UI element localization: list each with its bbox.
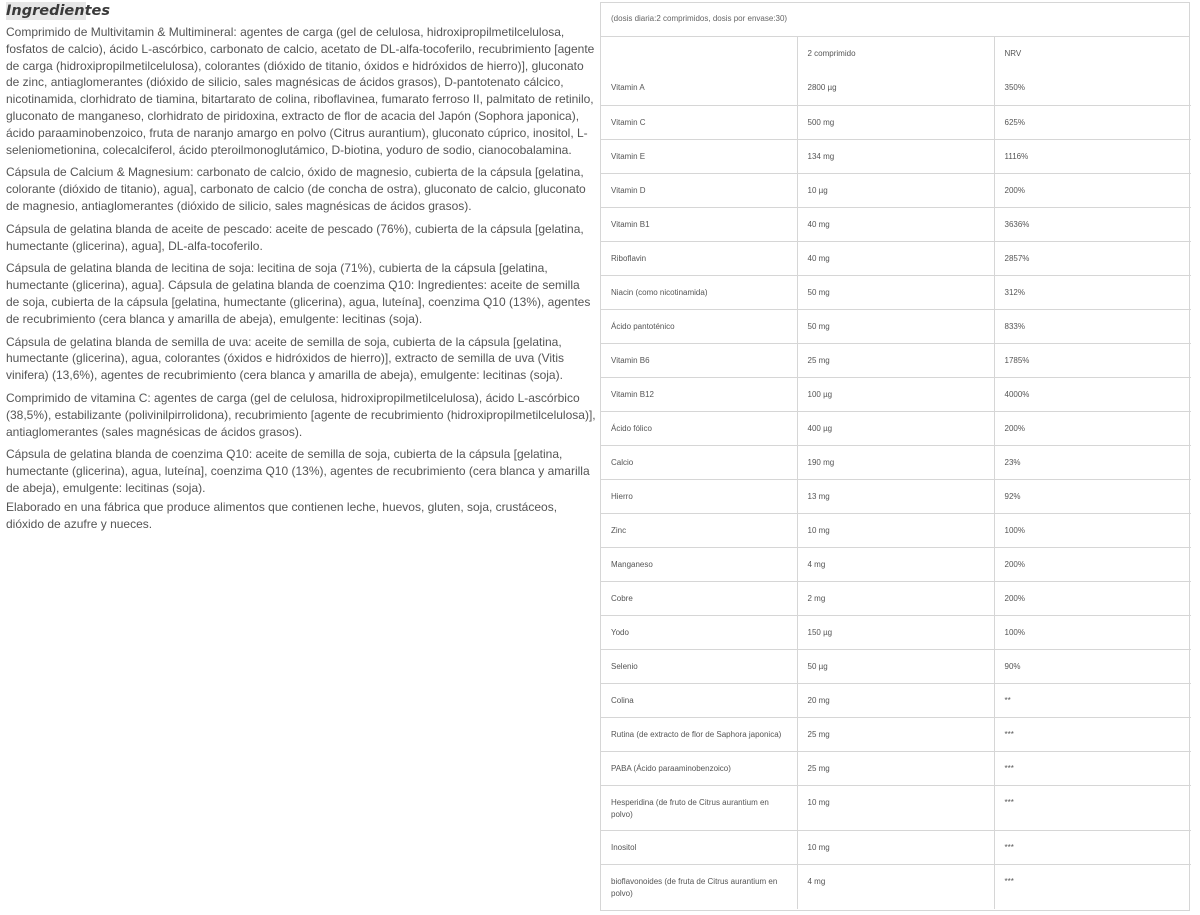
nutrient-amount-cell: 2 mg: [797, 581, 994, 615]
nutrient-name-cell: Ácido fólico: [601, 411, 797, 445]
ingredient-paragraph: Cápsula de Calcium & Magnesium: carbonato de calcio, óxido de magnesio, cubierta de la cápsula [gelatina, colorante (dióxido de titanio), agua], carbonato de calcio (de concha de ostra), gluconato de calcio, gluconato de magnesio, antiaglomerantes (dióxido de silicio, sales magnésicas de ácidos grasos).: [6, 165, 586, 213]
ingredients-section: [6, 0, 596, 538]
table-header-row: [601, 37, 1191, 71]
table-row: [601, 581, 1191, 615]
nutrient-amount-cell: 500 mg: [797, 105, 994, 139]
nutrient-name-cell: Vitamin A: [601, 71, 797, 105]
nutrient-nrv-cell: 200%: [994, 173, 1191, 207]
ingredient-paragraph: Cápsula de gelatina blanda de coenzima Q10: aceite de semilla de soja, cubierta de la cápsula [gelatina, humectante (glicerina), agua, luteína], coenzima Q10 (13%), agentes de recubrimiento (cera blanca y amarilla de abeja), emulgente: lecitinas (soja).: [6, 447, 590, 495]
nutrient-amount-cell: 50 mg: [797, 309, 994, 343]
nutrient-nrv-cell: 1785%: [994, 343, 1191, 377]
table-row: [601, 411, 1191, 445]
table-row: [601, 830, 1191, 864]
table-row: [601, 275, 1191, 309]
table-row: [601, 343, 1191, 377]
nutrient-name-cell: Hierro: [601, 479, 797, 513]
nutrient-name-cell: Vitamin E: [601, 139, 797, 173]
nutrient-nrv-cell: 200%: [994, 411, 1191, 445]
nutrient-name-cell: Hesperidina (de fruto de Citrus aurantium en polvo): [601, 785, 797, 830]
nutrient-nrv-cell: 200%: [994, 547, 1191, 581]
table-row: [601, 547, 1191, 581]
table-row: [601, 785, 1191, 830]
header-amount-cell: 2 comprimido: [797, 37, 994, 71]
ingredient-paragraph: Cápsula de gelatina blanda de lecitina de soja: lecitina de soja (71%), cubierta de la cápsula [gelatina, humectante (glicerina), agua]. Cápsula de gelatina blanda de coenzima Q10: Ingredientes: aceite de semilla de soja, cubierta de la cápsula [gelatina, humectante (glicerina), agua, luteína], coenzima Q10 (13%), agentes de recubrimiento (cera blanca y amarilla de abeja), emulgente: lecitinas (soja).: [6, 261, 591, 326]
table-row: [601, 717, 1191, 751]
nutrient-nrv-cell: 100%: [994, 615, 1191, 649]
nutrient-name-cell: Vitamin B6: [601, 343, 797, 377]
nutrient-amount-cell: 13 mg: [797, 479, 994, 513]
nutrient-nrv-cell: 92%: [994, 479, 1191, 513]
nutrient-nrv-cell: 100%: [994, 513, 1191, 547]
nutrient-amount-cell: 10 mg: [797, 785, 994, 830]
nutrient-name-cell: Ácido pantoténico: [601, 309, 797, 343]
nutrient-name-cell: PABA (Ácido paraaminobenzoico): [601, 751, 797, 785]
nutrient-name-cell: Riboflavin: [601, 241, 797, 275]
nutrient-amount-cell: 50 µg: [797, 649, 994, 683]
nutrient-name-cell: Vitamin B1: [601, 207, 797, 241]
nutrient-name-cell: Niacin (como nicotinamida): [601, 275, 797, 309]
nutrient-amount-cell: 400 µg: [797, 411, 994, 445]
nutrient-amount-cell: 190 mg: [797, 445, 994, 479]
nutrient-nrv-cell: 23%: [994, 445, 1191, 479]
table-row: [601, 139, 1191, 173]
nutrient-nrv-cell: 2857%: [994, 241, 1191, 275]
nutrient-nrv-cell: 1116%: [994, 139, 1191, 173]
nutrient-nrv-cell: 312%: [994, 275, 1191, 309]
nutrient-amount-cell: 25 mg: [797, 751, 994, 785]
nutrient-amount-cell: 4 mg: [797, 547, 994, 581]
table-row: [601, 173, 1191, 207]
nutrient-nrv-cell: 4000%: [994, 377, 1191, 411]
nutrient-name-cell: Calcio: [601, 445, 797, 479]
ingredients-heading: Ingredientes: [6, 3, 110, 19]
ingredient-paragraph: Comprimido de vitamina C: agentes de carga (gel de celulosa, hidroxipropilmetilcelulosa), ácido L-ascórbico (38,5%), estabilizante (polivinilpirrolidona), recubrimiento [agente de recubrimiento (hidroxipropilmetilcelulosa)], antiaglomerantes (sales magnésicas de ácidos grasos).: [6, 390, 596, 439]
nutrient-amount-cell: 134 mg: [797, 139, 994, 173]
nutrient-name-cell: Colina: [601, 683, 797, 717]
nutrient-name-cell: Inositol: [601, 830, 797, 864]
nutrient-amount-cell: 50 mg: [797, 275, 994, 309]
nutrient-name-cell: Cobre: [601, 581, 797, 615]
nutrient-amount-cell: 150 µg: [797, 615, 994, 649]
nutrient-name-cell: Selenio: [601, 649, 797, 683]
header-name-cell: [601, 37, 797, 71]
table-row: [601, 309, 1191, 343]
dosage-caption: (dosis diaria:2 comprimidos, dosis por envase:30): [601, 3, 1189, 37]
nutrient-amount-cell: 4 mg: [797, 864, 994, 909]
nutrient-nrv-cell: 90%: [994, 649, 1191, 683]
nutrient-name-cell: Vitamin B12: [601, 377, 797, 411]
table-row: [601, 241, 1191, 275]
nutrient-name-cell: Vitamin C: [601, 105, 797, 139]
table-row: [601, 479, 1191, 513]
table-row: [601, 751, 1191, 785]
nutrient-nrv-cell: 350%: [994, 71, 1191, 105]
nutrient-nrv-cell: ***: [994, 785, 1191, 830]
table-row: [601, 649, 1191, 683]
table-row: [601, 864, 1191, 909]
nutrient-name-cell: bioflavonoides (de fruta de Citrus aurantium en polvo): [611, 876, 778, 898]
nutrient-name-cell: Manganeso: [601, 547, 797, 581]
nutrient-amount-cell: 10 mg: [797, 513, 994, 547]
table-row: [601, 377, 1191, 411]
header-nrv-cell: NRV: [994, 37, 1191, 71]
ingredient-paragraph: Cápsula de gelatina blanda de aceite de pescado: aceite de pescado (76%), cubierta de la cápsula [gelatina, humectante (glicerina), agua], DL-alfa-tocoferilo.: [6, 221, 584, 253]
nutrient-nrv-cell: 625%: [994, 105, 1191, 139]
nutrition-table-body: [601, 71, 1191, 909]
table-row: [601, 683, 1191, 717]
nutrient-nrv-cell: 3636%: [994, 207, 1191, 241]
factory-allergen-note: Elaborado en una fábrica que produce alimentos que contienen leche, huevos, gluten, soja, crustáceos, dióxido de azufre y nueces.: [6, 499, 558, 531]
nutrient-amount-cell: 40 mg: [797, 207, 994, 241]
nutrient-nrv-cell: ***: [994, 830, 1191, 864]
nutrient-amount-cell: 10 µg: [797, 173, 994, 207]
table-row: [601, 445, 1191, 479]
nutrient-amount-cell: 100 µg: [797, 377, 994, 411]
nutrient-amount-cell: 2800 µg: [797, 71, 994, 105]
nutrient-amount-cell: 40 mg: [797, 241, 994, 275]
nutrient-name-cell: Zinc: [601, 513, 797, 547]
nutrient-nrv-cell: 200%: [994, 581, 1191, 615]
nutrient-nrv-cell: ***: [994, 864, 1191, 909]
nutrient-nrv-cell: ***: [994, 751, 1191, 785]
nutrient-nrv-cell: 833%: [994, 309, 1191, 343]
ingredient-paragraph: Comprimido de Multivitamin & Multimineral: agentes de carga (gel de celulosa, hidroxipropilmetilcelulosa, fosfatos de calcio), ácido L-ascórbico, carbonato de calcio, acetato de DL-alfa-tocoferilo, recubrimiento [agente de carga (hidroxipropilmetilcelulosa), colorantes (dióxido de titanio, óxidos e hidróxidos de hierro)], gluconato de zinc, antiaglomerantes (dióxido de silicio, sales magnésicas de ácidos grasos), D-pantotenato cálcico, nicotinamida, clorhidrato de tiamina, bitartarato de colina, riboflavinea, fumarato ferroso II, palmitato de retinilo, gluconato de manganeso, clorhidrato de piridoxina, extracto de flor de acacia del Japón (Sophora japonica), ácido paraaminobenzoico, fruta de naranjo amargo en polvo (Citrus aurantium), gluconato cúprico, inositol, L-seleniometionina, colecalciferol, ácido pteroilmonoglutámico, D-biotina, yoduro de sodio, cianocobalamina.: [6, 25, 595, 157]
nutrient-name-cell: Vitamin D: [601, 173, 797, 207]
table-row: [601, 207, 1191, 241]
nutrient-amount-cell: 10 mg: [797, 830, 994, 864]
nutrient-nrv-cell: **: [994, 683, 1191, 717]
nutrient-amount-cell: 25 mg: [797, 343, 994, 377]
nutrition-table: [601, 37, 1191, 909]
table-row: [601, 615, 1191, 649]
table-row: [601, 513, 1191, 547]
nutrient-amount-cell: 25 mg: [797, 717, 994, 751]
table-row: [601, 71, 1191, 105]
nutrient-nrv-cell: ***: [994, 717, 1191, 751]
ingredient-paragraph: Cápsula de gelatina blanda de semilla de uva: aceite de semilla de soja, cubierta de la cápsula [gelatina, humectante (glicerina), agua, colorantes (óxidos e hidróxidos de hierro)], extracto de semilla de uva (Vitis vinifera) (13,6%), agentes de recubrimiento (cera blanca y amarilla de abeja), emulgente: lecitinas (soja).: [6, 334, 565, 383]
nutrient-name-cell: Yodo: [601, 615, 797, 649]
nutrient-amount-cell: 20 mg: [797, 683, 994, 717]
nutrition-table-panel: [600, 2, 1190, 911]
table-row: [601, 105, 1191, 139]
nutrient-name-cell: Rutina (de extracto de flor de Saphora japonica): [601, 717, 797, 751]
